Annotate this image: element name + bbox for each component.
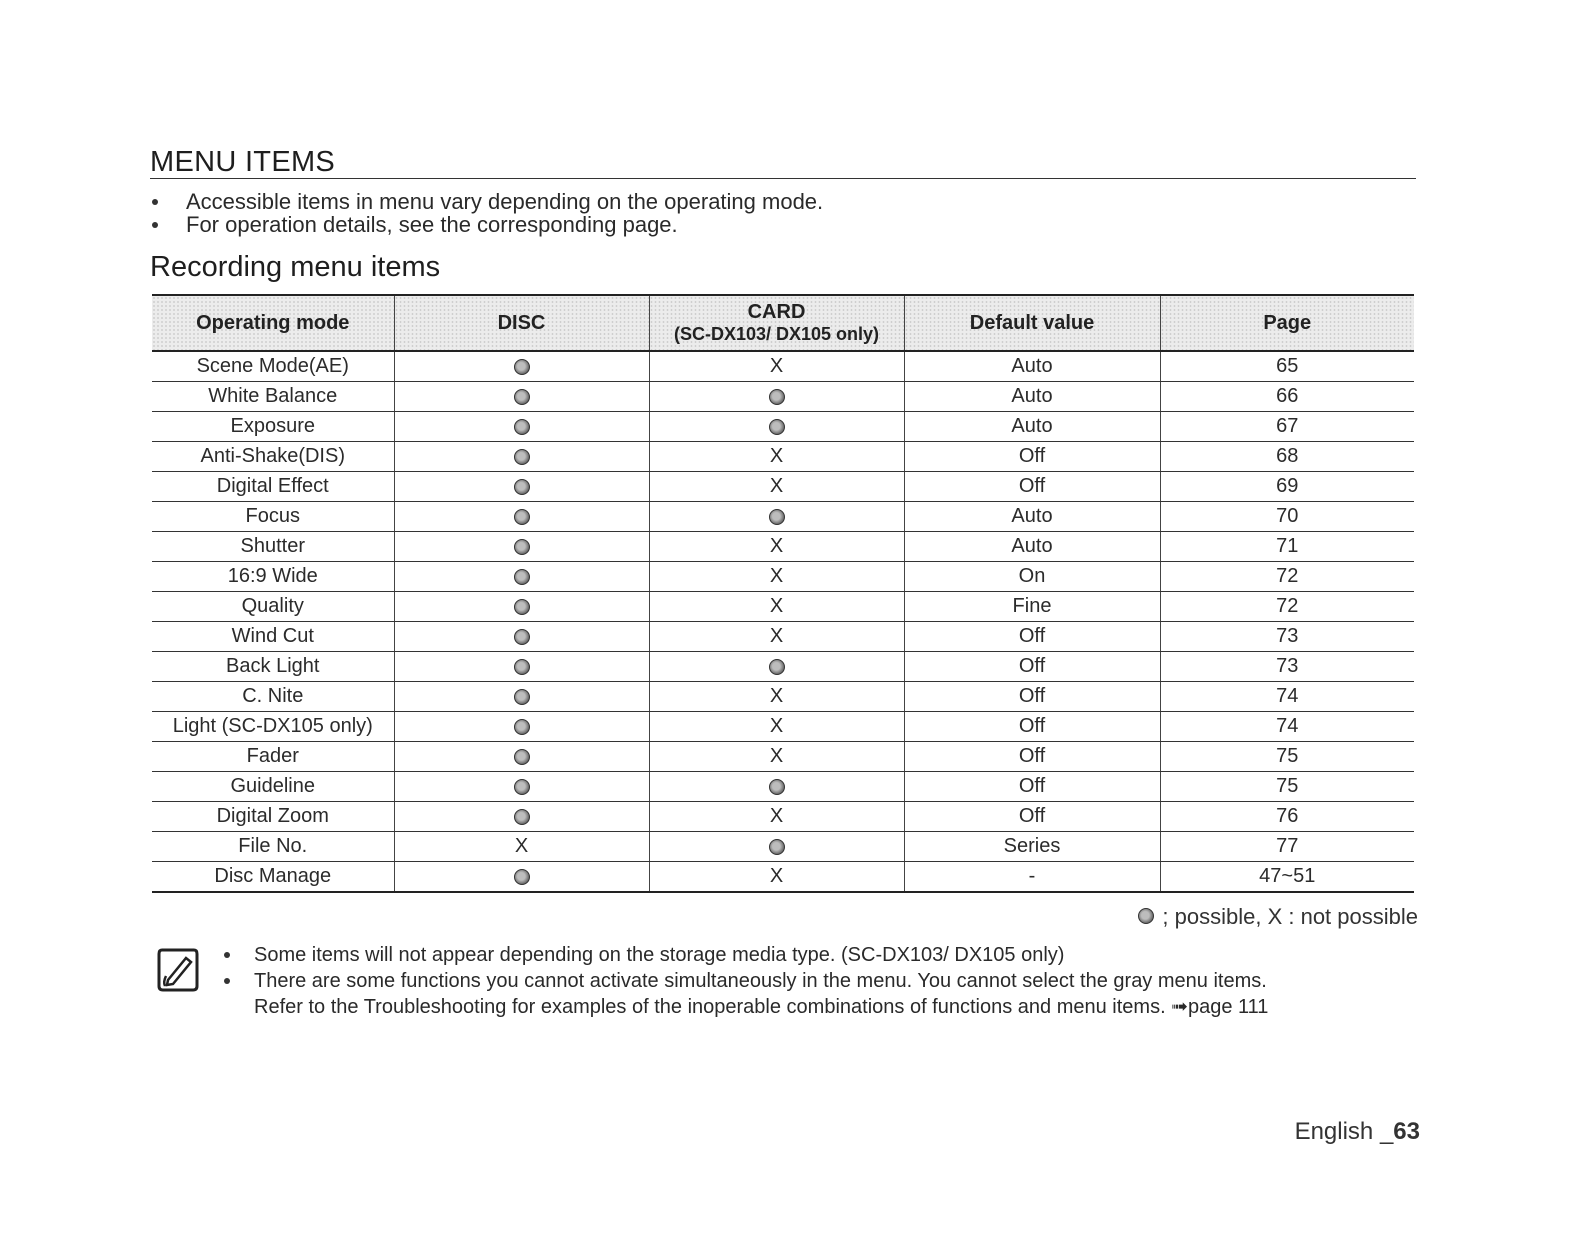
possible-dot-icon: [514, 629, 530, 645]
possible-dot-icon: [514, 389, 530, 405]
page-number: 63: [1393, 1118, 1420, 1145]
table-row: [152, 622, 1414, 652]
possible-dot-icon: [514, 599, 530, 615]
cell-page: 67: [1160, 412, 1414, 442]
cell-card: X: [649, 562, 904, 592]
table-row: [152, 532, 1414, 562]
note-item: Some items will not appear depending on the storage media type. (SC-DX103/ DX105 only): [222, 942, 1268, 968]
table-row: [152, 712, 1414, 742]
header-card-sub: (SC-DX103/ DX105 only): [673, 324, 880, 344]
table-row: [152, 832, 1414, 862]
cell-page: 74: [1160, 682, 1414, 712]
table-row: [152, 592, 1414, 622]
legend-text: ; possible, X : not possible: [1162, 904, 1418, 929]
possible-dot-icon: [514, 569, 530, 585]
cell-card: X: [649, 351, 904, 382]
intro-bullet: Accessible items in menu vary depending on the operating mode.: [150, 190, 823, 213]
cell-page: 75: [1160, 772, 1414, 802]
cell-default: Off: [904, 772, 1160, 802]
possible-dot-icon: [514, 779, 530, 795]
possible-dot-icon: [1138, 908, 1154, 924]
note-item: Refer to the Troubleshooting for examples of the inoperable combinations of functions and menu items. ➟page 111: [254, 996, 1269, 1018]
page-footer: [1295, 1118, 1420, 1146]
possible-dot-icon: [514, 869, 530, 885]
cell-mode: Quality: [152, 592, 394, 622]
cell-mode: Scene Mode(AE): [152, 351, 394, 382]
table-row: [152, 412, 1414, 442]
cell-disc: [394, 772, 649, 802]
possible-dot-icon: [514, 509, 530, 525]
cell-mode: Wind Cut: [152, 622, 394, 652]
table-row: [152, 652, 1414, 682]
cell-card: [649, 832, 904, 862]
cell-disc: [394, 562, 649, 592]
header-operating-mode: Operating mode: [152, 295, 394, 351]
cell-card: X: [649, 742, 904, 772]
cell-disc: [394, 442, 649, 472]
cell-default: Auto: [904, 412, 1160, 442]
cell-card: X: [649, 862, 904, 893]
cell-card: [649, 382, 904, 412]
recording-menu-table: [152, 294, 1414, 893]
cell-mode: Digital Zoom: [152, 802, 394, 832]
cell-default: Auto: [904, 502, 1160, 532]
table-row: [152, 742, 1414, 772]
possible-dot-icon: [769, 779, 785, 795]
cell-disc: [394, 652, 649, 682]
possible-dot-icon: [514, 479, 530, 495]
cell-page: 69: [1160, 472, 1414, 502]
cell-page: 77: [1160, 832, 1414, 862]
cell-default: Off: [904, 652, 1160, 682]
possible-dot-icon: [769, 419, 785, 435]
possible-dot-icon: [769, 659, 785, 675]
cell-mode: Focus: [152, 502, 394, 532]
cell-default: Off: [904, 682, 1160, 712]
cell-page: 74: [1160, 712, 1414, 742]
cell-disc: [394, 351, 649, 382]
cell-disc: [394, 622, 649, 652]
table-row: [152, 472, 1414, 502]
header-card: [649, 295, 904, 351]
cell-page: 72: [1160, 592, 1414, 622]
cell-page: 73: [1160, 652, 1414, 682]
cell-mode: Exposure: [152, 412, 394, 442]
cell-disc: [394, 682, 649, 712]
possible-dot-icon: [769, 509, 785, 525]
table-row: [152, 862, 1414, 893]
cell-default: Series: [904, 832, 1160, 862]
cell-default: -: [904, 862, 1160, 893]
cell-card: [649, 772, 904, 802]
cell-page: 47~51: [1160, 862, 1414, 893]
table-row: [152, 382, 1414, 412]
cell-mode: File No.: [152, 832, 394, 862]
section-title: Recording menu items: [150, 251, 441, 283]
cell-disc: [394, 802, 649, 832]
possible-dot-icon: [514, 419, 530, 435]
cell-mode: Back Light: [152, 652, 394, 682]
table-row: [152, 772, 1414, 802]
possible-dot-icon: [514, 449, 530, 465]
cell-mode: Light (SC-DX105 only): [152, 712, 394, 742]
cell-card: X: [649, 532, 904, 562]
table-row: [152, 802, 1414, 832]
cell-page: 75: [1160, 742, 1414, 772]
possible-dot-icon: [514, 539, 530, 555]
cell-mode: Disc Manage: [152, 862, 394, 893]
possible-dot-icon: [769, 839, 785, 855]
cell-disc: [394, 472, 649, 502]
cell-card: X: [649, 622, 904, 652]
possible-dot-icon: [514, 719, 530, 735]
cell-default: Off: [904, 622, 1160, 652]
cell-card: X: [649, 472, 904, 502]
possible-dot-icon: [514, 359, 530, 375]
table-body: [152, 351, 1414, 892]
cell-card: X: [649, 712, 904, 742]
cell-disc: [394, 862, 649, 893]
cell-disc: [394, 742, 649, 772]
cell-default: Auto: [904, 351, 1160, 382]
cell-card: X: [649, 592, 904, 622]
cell-default: Off: [904, 442, 1160, 472]
cell-mode: Digital Effect: [152, 472, 394, 502]
table-row: [152, 351, 1414, 382]
cell-mode: C. Nite: [152, 682, 394, 712]
header-page: Page: [1160, 295, 1414, 351]
table-row: [152, 502, 1414, 532]
cell-disc: [394, 502, 649, 532]
header-default-value: Default value: [904, 295, 1160, 351]
cell-card: [649, 652, 904, 682]
cell-page: 70: [1160, 502, 1414, 532]
cell-mode: White Balance: [152, 382, 394, 412]
cell-page: 66: [1160, 382, 1414, 412]
legend: [1138, 904, 1418, 930]
cell-page: 76: [1160, 802, 1414, 832]
possible-dot-icon: [514, 749, 530, 765]
cell-mode: Guideline: [152, 772, 394, 802]
intro-bullet: For operation details, see the corresponding page.: [150, 213, 823, 236]
cell-default: Auto: [904, 382, 1160, 412]
cell-default: Off: [904, 712, 1160, 742]
cell-card: [649, 412, 904, 442]
cell-disc: [394, 712, 649, 742]
cell-mode: 16:9 Wide: [152, 562, 394, 592]
cell-card: X: [649, 802, 904, 832]
cell-default: Off: [904, 742, 1160, 772]
possible-dot-icon: [514, 659, 530, 675]
footer-language: English _: [1294, 1118, 1394, 1145]
cell-mode: Anti-Shake(DIS): [152, 442, 394, 472]
possible-dot-icon: [769, 389, 785, 405]
cell-card: [649, 502, 904, 532]
page-title: MENU ITEMS: [150, 146, 1416, 179]
possible-dot-icon: [514, 689, 530, 705]
header-card-label: CARD: [747, 301, 806, 323]
cell-page: 68: [1160, 442, 1414, 472]
cell-default: On: [904, 562, 1160, 592]
intro-bullet-list: [150, 190, 823, 236]
cell-disc: [394, 412, 649, 442]
note-item: There are some functions you cannot activate simultaneously in the menu. You cannot select the gray menu items.: [222, 968, 1268, 994]
cell-disc: [394, 532, 649, 562]
cell-card: X: [649, 682, 904, 712]
cell-page: 73: [1160, 622, 1414, 652]
cell-default: Fine: [904, 592, 1160, 622]
cell-page: 72: [1160, 562, 1414, 592]
cell-page: 65: [1160, 351, 1414, 382]
header-disc: DISC: [394, 295, 649, 351]
cell-mode: Fader: [152, 742, 394, 772]
cell-default: Auto: [904, 532, 1160, 562]
table-row: [152, 562, 1414, 592]
table-row: [152, 442, 1414, 472]
cell-disc: X: [394, 832, 649, 862]
cell-disc: [394, 592, 649, 622]
cell-card: X: [649, 442, 904, 472]
cell-page: 71: [1160, 532, 1414, 562]
cell-mode: Shutter: [152, 532, 394, 562]
possible-dot-icon: [514, 809, 530, 825]
notes-list: [222, 942, 1268, 1020]
cell-default: Off: [904, 802, 1160, 832]
note-pencil-icon: [156, 946, 200, 994]
cell-default: Off: [904, 472, 1160, 502]
table-header-row: [152, 295, 1414, 351]
cell-disc: [394, 382, 649, 412]
table-row: [152, 682, 1414, 712]
